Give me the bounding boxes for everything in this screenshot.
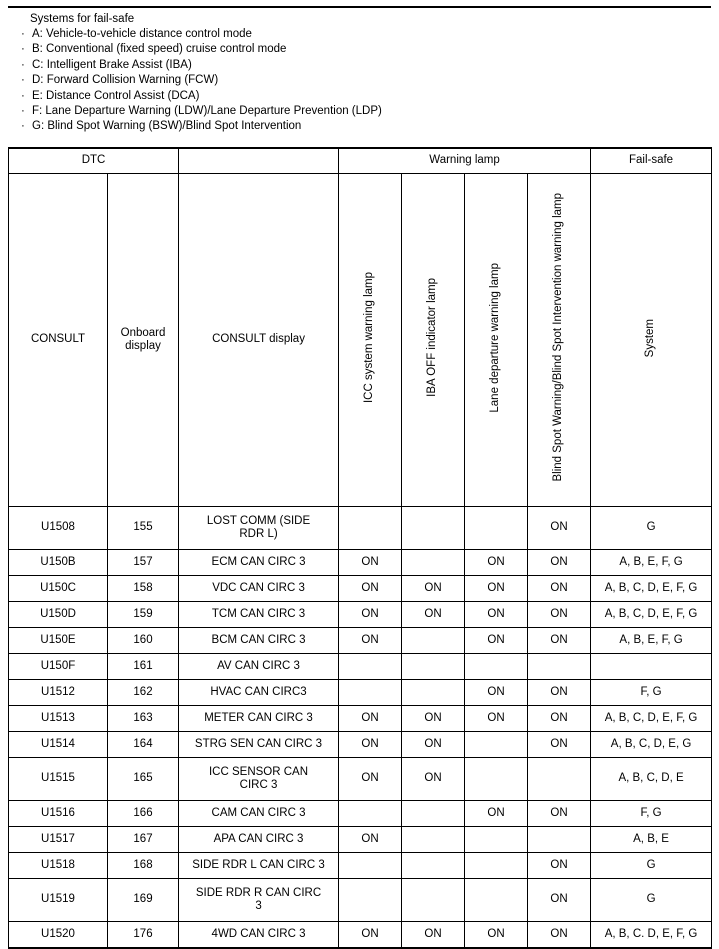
cell-lamp-iba: ON <box>402 758 465 801</box>
cell-lamp-bsw <box>528 654 591 680</box>
cell-onboard-dtc: 164 <box>108 732 179 758</box>
cell-system-fail-safe: A, B, C, D, E, F, G <box>591 706 712 732</box>
cell-onboard-dtc: 167 <box>108 827 179 853</box>
cell-lamp-bsw: ON <box>528 602 591 628</box>
consult-display-line1: STRG SEN CAN CIRC 3 <box>194 737 323 750</box>
legend-item <box>0 119 719 134</box>
dtc-table-wrapper <box>8 147 711 949</box>
cell-consult-dtc: U150E <box>9 628 108 654</box>
consult-display-line1: AV CAN CIRC 3 <box>217 659 300 672</box>
cell-consult-display <box>179 654 339 680</box>
table-row <box>9 654 712 680</box>
cell-lamp-lane: ON <box>465 602 528 628</box>
cell-onboard-dtc: 158 <box>108 576 179 602</box>
table-row <box>9 576 712 602</box>
bullet-icon: · <box>21 43 25 56</box>
group-header-blank <box>179 148 339 174</box>
sub-header-consult: CONSULT <box>9 174 108 507</box>
consult-display-line1: TCM CAN CIRC 3 <box>211 607 306 620</box>
consult-display-line1: VDC CAN CIRC 3 <box>212 581 305 594</box>
cell-lamp-iba <box>402 879 465 922</box>
cell-lamp-iba <box>402 680 465 706</box>
cell-lamp-lane <box>465 758 528 801</box>
cell-lamp-icc: ON <box>339 732 402 758</box>
cell-lamp-icc <box>339 680 402 706</box>
cell-lamp-icc: ON <box>339 602 402 628</box>
legend-item <box>0 89 719 104</box>
cell-system-fail-safe <box>591 654 712 680</box>
cell-consult-dtc: U1519 <box>9 879 108 922</box>
cell-system-fail-safe: G <box>591 507 712 550</box>
bullet-icon: · <box>21 89 25 102</box>
table-row <box>9 706 712 732</box>
cell-lamp-iba: ON <box>402 732 465 758</box>
cell-lamp-lane: ON <box>465 801 528 827</box>
legend-item-label: D: Forward Collision Warning (FCW) <box>32 74 219 87</box>
cell-consult-display <box>179 801 339 827</box>
cell-lamp-iba <box>402 827 465 853</box>
cell-lamp-iba <box>402 654 465 680</box>
cell-system-fail-safe: G <box>591 879 712 922</box>
legend-item <box>0 42 719 57</box>
cell-consult-dtc: U150C <box>9 576 108 602</box>
cell-lamp-icc <box>339 801 402 827</box>
bullet-icon: · <box>21 74 25 87</box>
cell-lamp-bsw: ON <box>528 576 591 602</box>
cell-lamp-icc <box>339 507 402 550</box>
cell-consult-dtc: U1508 <box>9 507 108 550</box>
consult-display-line1: ICC SENSOR CAN <box>208 765 309 778</box>
lamp-bsw-label: Blind Spot Warning/Blind Spot Intervention warning lamp <box>552 193 565 482</box>
cell-consult-dtc: U150D <box>9 602 108 628</box>
cell-lamp-lane <box>465 879 528 922</box>
cell-onboard-dtc: 161 <box>108 654 179 680</box>
cell-onboard-dtc: 159 <box>108 602 179 628</box>
cell-system-fail-safe: A, B, C, D, E, F, G <box>591 602 712 628</box>
cell-onboard-dtc: 155 <box>108 507 179 550</box>
cell-lamp-iba <box>402 853 465 879</box>
table-row <box>9 801 712 827</box>
cell-onboard-dtc: 160 <box>108 628 179 654</box>
cell-onboard-dtc: 162 <box>108 680 179 706</box>
cell-lamp-bsw: ON <box>528 550 591 576</box>
legend-item <box>0 27 719 42</box>
bullet-icon: · <box>21 58 25 71</box>
consult-display-line1: HVAC CAN CIRC3 <box>210 685 307 698</box>
sub-header-lamp-bsw <box>528 174 591 507</box>
cell-lamp-lane: ON <box>465 706 528 732</box>
cell-consult-display <box>179 680 339 706</box>
legend-item-label: A: Vehicle-to-vehicle distance control mode <box>32 28 252 40</box>
cell-consult-dtc: U1517 <box>9 827 108 853</box>
table-row <box>9 602 712 628</box>
cell-lamp-lane <box>465 654 528 680</box>
sub-header-lamp-icc <box>339 174 402 507</box>
bullet-icon: · <box>21 120 25 133</box>
cell-lamp-lane: ON <box>465 628 528 654</box>
cell-consult-display <box>179 550 339 576</box>
table-row <box>9 879 712 922</box>
group-header-row <box>9 148 712 174</box>
cell-lamp-iba <box>402 801 465 827</box>
sub-header-lamp-iba <box>402 174 465 507</box>
cell-onboard-dtc: 169 <box>108 879 179 922</box>
cell-system-fail-safe: A, B, C, D, E, F, G <box>591 576 712 602</box>
consult-display-line2: 3 <box>255 900 262 912</box>
cell-lamp-iba: ON <box>402 602 465 628</box>
lamp-iba-label: IBA OFF indicator lamp <box>426 278 439 398</box>
onboard-display-line2: display <box>125 340 161 352</box>
cell-lamp-icc <box>339 853 402 879</box>
sub-header-lamp-lane <box>465 174 528 507</box>
cell-lamp-iba <box>402 628 465 654</box>
cell-onboard-dtc: 157 <box>108 550 179 576</box>
cell-system-fail-safe: A, B, C, D, E <box>591 758 712 801</box>
cell-consult-display <box>179 922 339 949</box>
cell-lamp-icc: ON <box>339 706 402 732</box>
cell-consult-display <box>179 758 339 801</box>
cell-lamp-lane: ON <box>465 576 528 602</box>
legend-item-label: G: Blind Spot Warning (BSW)/Blind Spot Intervention <box>32 120 302 133</box>
cell-lamp-bsw: ON <box>528 922 591 949</box>
cell-lamp-iba <box>402 507 465 550</box>
table-row <box>9 507 712 550</box>
table-row <box>9 550 712 576</box>
cell-lamp-lane: ON <box>465 922 528 949</box>
table-row <box>9 732 712 758</box>
legend-item <box>0 58 719 73</box>
legend-item-label: C: Intelligent Brake Assist (IBA) <box>32 58 192 71</box>
cell-consult-display <box>179 576 339 602</box>
cell-system-fail-safe: G <box>591 853 712 879</box>
table-row <box>9 680 712 706</box>
cell-consult-display <box>179 602 339 628</box>
consult-display-line1: APA CAN CIRC 3 <box>213 832 304 845</box>
cell-lamp-lane <box>465 827 528 853</box>
group-header-fail-safe: Fail-safe <box>591 148 712 174</box>
intro-title: Systems for fail-safe <box>30 13 135 25</box>
cell-onboard-dtc: 168 <box>108 853 179 879</box>
cell-consult-dtc: U1515 <box>9 758 108 801</box>
cell-lamp-bsw <box>528 827 591 853</box>
consult-display-line1: 4WD CAN CIRC 3 <box>211 927 306 940</box>
cell-consult-dtc: U150F <box>9 654 108 680</box>
cell-lamp-bsw: ON <box>528 732 591 758</box>
cell-lamp-bsw: ON <box>528 507 591 550</box>
lamp-lane-label: Lane departure warning lamp <box>489 262 502 413</box>
consult-display-line1: BCM CAN CIRC 3 <box>211 633 306 646</box>
systems-legend-list <box>0 27 719 135</box>
cell-lamp-icc: ON <box>339 827 402 853</box>
table-row <box>9 758 712 801</box>
cell-consult-dtc: U1516 <box>9 801 108 827</box>
cell-system-fail-safe: F, G <box>591 680 712 706</box>
table-row <box>9 853 712 879</box>
cell-lamp-iba: ON <box>402 922 465 949</box>
cell-lamp-icc: ON <box>339 550 402 576</box>
legend-item <box>0 104 719 119</box>
cell-lamp-lane <box>465 732 528 758</box>
cell-consult-dtc: U1518 <box>9 853 108 879</box>
cell-lamp-lane <box>465 507 528 550</box>
legend-item-label: B: Conventional (fixed speed) cruise control mode <box>32 43 287 56</box>
cell-lamp-icc <box>339 654 402 680</box>
cell-consult-dtc: U1520 <box>9 922 108 949</box>
cell-lamp-bsw: ON <box>528 879 591 922</box>
cell-lamp-bsw: ON <box>528 853 591 879</box>
consult-display-line2: CIRC 3 <box>239 779 278 791</box>
lamp-icc-label: ICC system warning lamp <box>363 272 376 404</box>
cell-lamp-bsw: ON <box>528 680 591 706</box>
cell-consult-dtc: U1514 <box>9 732 108 758</box>
cell-consult-dtc: U1512 <box>9 680 108 706</box>
cell-lamp-lane: ON <box>465 550 528 576</box>
cell-consult-display <box>179 706 339 732</box>
cell-lamp-icc: ON <box>339 576 402 602</box>
onboard-display-line1: Onboard <box>120 326 166 339</box>
consult-display-line1: METER CAN CIRC 3 <box>204 711 313 724</box>
cell-lamp-icc: ON <box>339 628 402 654</box>
cell-consult-display <box>179 628 339 654</box>
cell-consult-display <box>179 827 339 853</box>
cell-consult-display <box>179 732 339 758</box>
table-row <box>9 827 712 853</box>
table-body <box>9 507 712 949</box>
system-label: System <box>644 318 657 357</box>
cell-lamp-icc: ON <box>339 922 402 949</box>
cell-onboard-dtc: 176 <box>108 922 179 949</box>
cell-system-fail-safe: A, B, E <box>591 827 712 853</box>
cell-lamp-bsw: ON <box>528 628 591 654</box>
cell-onboard-dtc: 166 <box>108 801 179 827</box>
cell-onboard-dtc: 163 <box>108 706 179 732</box>
table-head <box>9 148 712 507</box>
cell-system-fail-safe: F, G <box>591 801 712 827</box>
cell-lamp-bsw: ON <box>528 706 591 732</box>
sub-header-row <box>9 174 712 507</box>
cell-lamp-iba: ON <box>402 706 465 732</box>
consult-display-line1: LOST COMM (SIDE <box>206 514 311 527</box>
legend-item-label: E: Distance Control Assist (DCA) <box>32 89 200 102</box>
cell-lamp-iba: ON <box>402 576 465 602</box>
consult-display-line1: CAM CAN CIRC 3 <box>211 806 306 819</box>
table-row <box>9 922 712 949</box>
cell-lamp-lane <box>465 853 528 879</box>
cell-system-fail-safe: A, B, C, D, E, G <box>591 732 712 758</box>
cell-consult-display <box>179 879 339 922</box>
cell-system-fail-safe: A, B, E, F, G <box>591 550 712 576</box>
cell-consult-dtc: U150B <box>9 550 108 576</box>
cell-onboard-dtc: 165 <box>108 758 179 801</box>
consult-display-line1: SIDE RDR L CAN CIRC 3 <box>192 858 325 871</box>
table-row <box>9 628 712 654</box>
bullet-icon: · <box>21 105 25 118</box>
consult-display-line1: ECM CAN CIRC 3 <box>211 555 306 568</box>
group-header-warning-lamp: Warning lamp <box>339 148 591 174</box>
cell-lamp-iba <box>402 550 465 576</box>
cell-consult-display <box>179 507 339 550</box>
cell-system-fail-safe: A, B, E, F, G <box>591 628 712 654</box>
bullet-icon: · <box>21 28 25 40</box>
cell-lamp-bsw: ON <box>528 801 591 827</box>
page-top-rule <box>8 6 711 8</box>
sub-header-system <box>591 174 712 507</box>
cell-lamp-bsw <box>528 758 591 801</box>
cell-lamp-icc <box>339 879 402 922</box>
cell-system-fail-safe: A, B, C. D, E, F, G <box>591 922 712 949</box>
sub-header-onboard-display <box>108 174 179 507</box>
group-header-dtc: DTC <box>9 148 179 174</box>
sub-header-consult-display: CONSULT display <box>179 174 339 507</box>
cell-lamp-icc: ON <box>339 758 402 801</box>
cell-consult-dtc: U1513 <box>9 706 108 732</box>
consult-display-line1: SIDE RDR R CAN CIRC <box>195 886 322 899</box>
cell-consult-display <box>179 853 339 879</box>
intro-block <box>0 12 719 135</box>
legend-item-label: F: Lane Departure Warning (LDW)/Lane Departure Prevention (LDP) <box>32 105 382 118</box>
cell-lamp-lane: ON <box>465 680 528 706</box>
dtc-fail-safe-table <box>8 147 712 949</box>
legend-item <box>0 73 719 88</box>
consult-display-line2: RDR L) <box>239 528 278 540</box>
